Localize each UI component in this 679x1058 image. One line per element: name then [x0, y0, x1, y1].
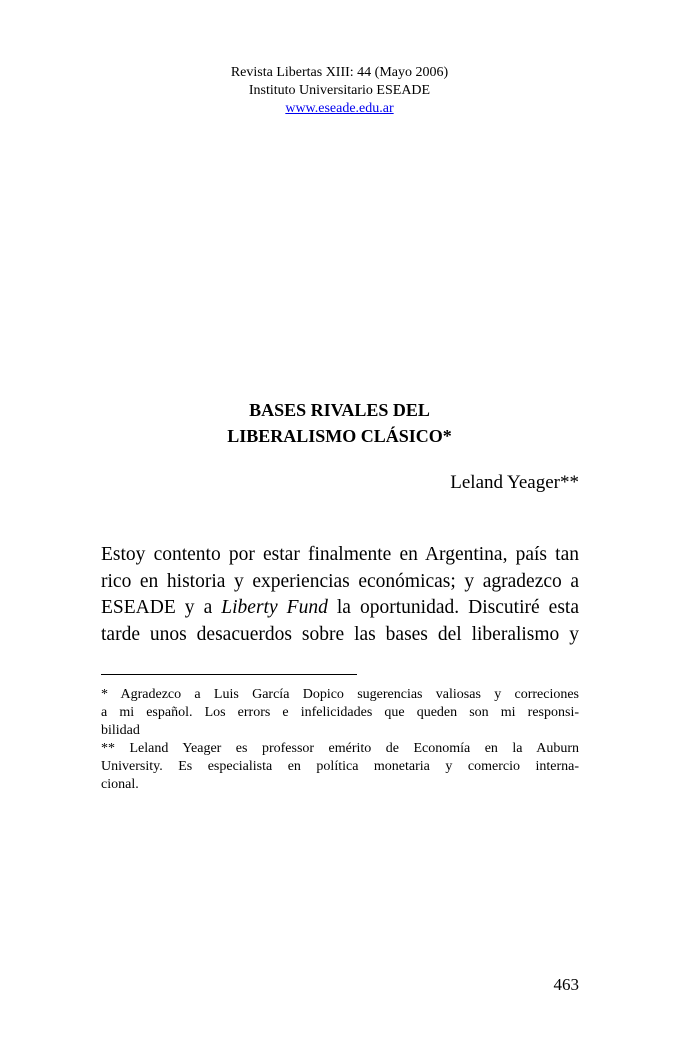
footnote-1-line: bilidad [101, 723, 140, 738]
footnote-separator [101, 674, 357, 675]
body-paragraph [101, 542, 579, 648]
body-line: Estoy contento por estar finalmente en Argentina, país tan [101, 544, 579, 565]
footnote-1-line: a mi español. Los errors e infelicidades que queden son mi responsi- [101, 705, 579, 720]
article-title [0, 397, 679, 449]
title-line-1: BASES RIVALES DEL [249, 400, 430, 420]
page-number: 463 [553, 975, 579, 994]
body-line-part: ESEADE y a [101, 597, 222, 618]
page-header [0, 64, 679, 118]
footnote-1-line: * Agradezco a Luis García Dopico sugerencias valiosas y correciones [101, 687, 579, 702]
institute-name: Instituto Universitario ESEADE [248, 83, 431, 98]
liberty-fund-italic: Liberty Fund [221, 597, 328, 618]
website-link[interactable]: www.eseade.edu.ar [285, 101, 394, 116]
footnotes [101, 686, 579, 794]
footnote-2-line: University. Es especialista en política monetaria y comercio interna- [101, 759, 579, 774]
body-line [101, 595, 579, 622]
body-line: tarde unos desacuerdos sobre las bases del liberalismo y [101, 623, 579, 645]
body-line: rico en historia y experiencias económicas; y agradezco a [101, 570, 579, 592]
title-line-2: LIBERALISMO CLÁSICO* [227, 426, 452, 446]
body-line-part: la oportunidad. Discutiré esta [327, 597, 579, 618]
footnote-2-line: cional. [101, 777, 139, 792]
footnote-2-line: ** Leland Yeager es professor emérito de Economía en la Auburn [101, 741, 579, 756]
author-name: Leland Yeager** [450, 472, 579, 493]
journal-citation: Revista Libertas XIII: 44 (Mayo 2006) [230, 65, 449, 80]
